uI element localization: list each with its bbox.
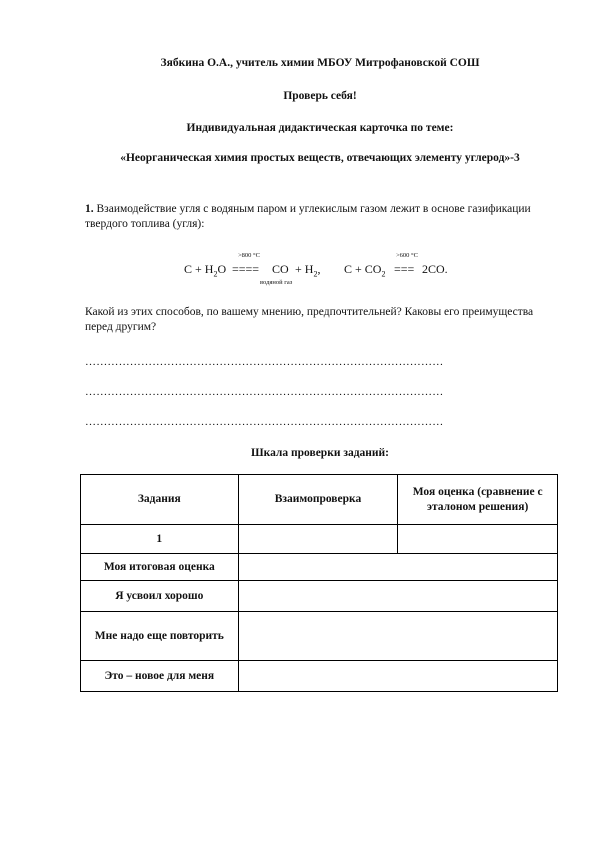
table-row xyxy=(81,612,558,661)
task-question: Какой из этих способов, по вашему мнению, предпочтительней? Каковы его преимущества перед другим? xyxy=(85,306,534,333)
eq1-left: $C + H_2O$ xyxy=(184,262,227,279)
card-title: Индивидуальная дидактическая карточка по теме: xyxy=(186,122,454,134)
answer-line[interactable]: …………………………………………………………………………………… xyxy=(85,386,444,398)
table-row xyxy=(81,661,558,692)
need-repeat-cell[interactable] xyxy=(238,612,557,661)
table-row xyxy=(81,581,558,612)
grading-table xyxy=(80,474,558,692)
row-label: Моя итоговая оценка xyxy=(81,554,239,581)
learned-well-cell[interactable] xyxy=(238,581,557,612)
eq1-plus: + $H_2$, xyxy=(295,262,321,279)
task-description: Взаимодействие угля с водяным паром и углекислым газом лежит в основе газификации твердого топлива (угля): xyxy=(85,203,531,230)
task-1-text xyxy=(85,202,555,232)
topic-title: «Неорганическая химия простых веществ, отвечающих элементу углерод»-3 xyxy=(120,152,520,164)
eq1-arrow: ==== xyxy=(232,262,260,276)
row-label: 1 xyxy=(81,525,239,554)
my-grade-cell[interactable] xyxy=(398,525,558,554)
reaction-equations xyxy=(160,250,490,290)
eq2-left: $C + CO_2$ xyxy=(344,262,386,279)
scale-title: Шкала проверки заданий: xyxy=(251,447,389,459)
author-line: Зябкина О.А., учитель химии МБОУ Митрофановской СОШ xyxy=(160,57,480,69)
row-label: Это – новое для меня xyxy=(81,661,239,692)
new-for-me-cell[interactable] xyxy=(238,661,557,692)
answer-line[interactable]: …………………………………………………………………………………… xyxy=(85,356,444,368)
task-number: 1. xyxy=(85,203,94,215)
eq1-condition: >800 °C xyxy=(238,252,260,259)
header-tasks: Задания xyxy=(81,475,239,525)
check-yourself-heading: Проверь себя! xyxy=(283,90,357,102)
row-label: Я усвоил хорошо xyxy=(81,581,239,612)
table-header-row xyxy=(81,475,558,525)
header-my-grade: Моя оценка (сравнение с эталоном решения) xyxy=(398,475,558,525)
eq1-product: CO xyxy=(272,262,289,276)
header-peer-check: Взаимопроверка xyxy=(238,475,398,525)
eq2-product: 2CO. xyxy=(422,262,448,276)
eq2-arrow: === xyxy=(394,262,415,276)
eq2-condition: >600 °C xyxy=(396,252,418,259)
final-grade-cell[interactable] xyxy=(238,554,557,581)
peer-check-cell[interactable] xyxy=(238,525,398,554)
row-label: Мне надо еще повторить xyxy=(81,612,239,661)
eq1-product-note: водяной газ xyxy=(260,279,293,286)
table-row xyxy=(81,525,558,554)
table-row xyxy=(81,554,558,581)
answer-line[interactable]: …………………………………………………………………………………… xyxy=(85,416,444,428)
